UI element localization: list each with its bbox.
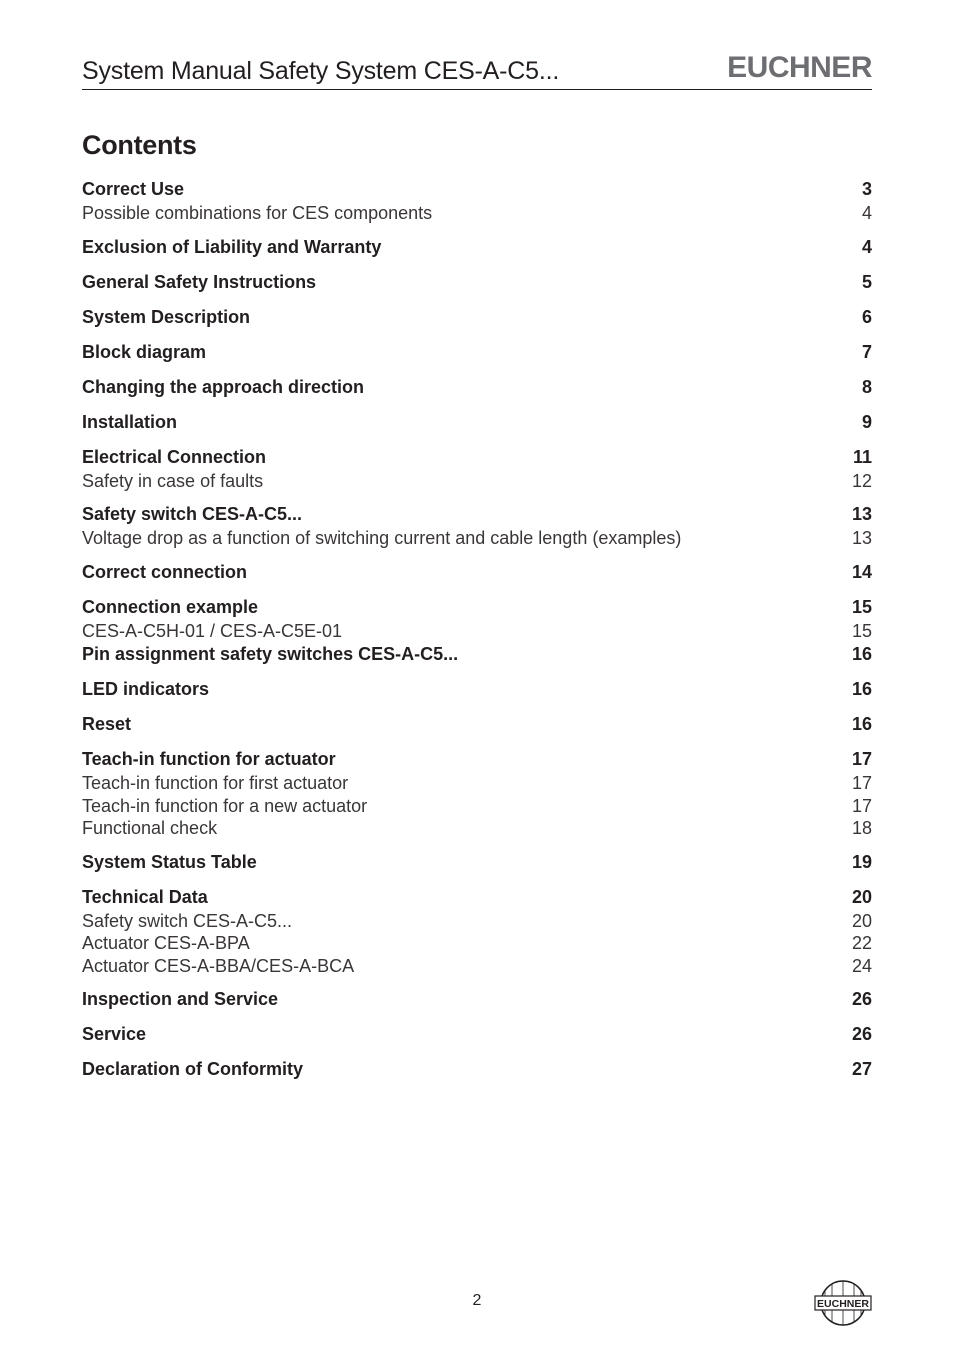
toc-subentry-page: 20 [851, 910, 872, 931]
toc-entry-page: 16 [851, 644, 872, 664]
toc-entry-page: 14 [851, 561, 872, 582]
toc-entry[interactable] [82, 642, 872, 667]
euchner-seal-logo [814, 1279, 872, 1327]
toc-section [82, 410, 872, 435]
toc-subentry-title: CES-A-C5H-01 / CES-A-C5E-01 [82, 620, 343, 641]
document-title: System Manual Safety System CES-A-C5... [82, 57, 560, 85]
toc-subentry-page: 15 [851, 620, 872, 641]
toc-entry[interactable] [82, 987, 872, 1012]
toc-entry-page: 13 [851, 504, 872, 524]
toc-section [82, 987, 872, 1012]
toc-entry-title: Pin assignment safety switches CES-A-C5... [82, 644, 459, 664]
toc-entry[interactable] [82, 375, 872, 400]
toc-entry-title: Electrical Connection [82, 446, 267, 467]
toc-subentry[interactable] [82, 470, 872, 493]
toc-entry[interactable] [82, 1022, 872, 1047]
toc-entry-page: 27 [851, 1059, 872, 1079]
toc-subentry-title: Safety in case of faults [82, 470, 264, 491]
toc-entry-title: Declaration of Conformity [82, 1059, 304, 1079]
toc-entry[interactable] [82, 410, 872, 435]
toc-subentry-title: Functional check [82, 818, 218, 838]
toc-entry-title: System Status Table [82, 851, 257, 872]
toc-entry-title: Installation [82, 411, 178, 432]
toc-section [82, 375, 872, 400]
toc-subentry-title: Possible combinations for CES components [82, 203, 433, 223]
toc-subentry-title: Safety switch CES-A-C5... [82, 910, 293, 931]
toc-subentry[interactable] [82, 795, 872, 818]
toc-section [82, 1057, 872, 1082]
toc-subentry-page: 12 [851, 470, 872, 491]
toc-entry-page: 6 [861, 306, 872, 327]
brand-logo: EUCHNER [727, 51, 872, 84]
toc-entry-page: 7 [861, 341, 872, 362]
toc-entry[interactable] [82, 445, 872, 470]
toc-section [82, 1022, 872, 1047]
toc-subentry[interactable] [82, 955, 872, 978]
toc-subentry-page: 17 [851, 795, 872, 816]
toc-entry[interactable] [82, 177, 872, 202]
toc-section [82, 270, 872, 295]
toc-entry-title: Correct connection [82, 561, 248, 582]
toc-section [82, 502, 872, 550]
toc-entry-title: Safety switch CES-A-C5... [82, 504, 303, 524]
toc-subentry-page: 4 [861, 203, 872, 223]
toc-subentry[interactable] [82, 817, 872, 840]
toc-entry[interactable] [82, 305, 872, 330]
toc-section [82, 595, 872, 643]
toc-subentry-title: Actuator CES-A-BBA/CES-A-BCA [82, 955, 355, 976]
toc-entry-page: 8 [861, 376, 872, 397]
logo-text: EUCHNER [817, 1298, 869, 1310]
toc-entry-title: Teach-in function for actuator [82, 749, 336, 769]
toc-subentry-page: 22 [851, 933, 872, 953]
toc-subentry[interactable] [82, 772, 872, 795]
toc-subentry[interactable] [82, 527, 872, 550]
toc-entry-title: Service [82, 1024, 147, 1044]
toc-entry[interactable] [82, 850, 872, 875]
page-header [82, 50, 872, 90]
toc-entry-page: 26 [851, 989, 872, 1009]
toc-entry[interactable] [82, 340, 872, 365]
toc-section [82, 445, 872, 493]
toc-entry-page: 19 [851, 851, 872, 872]
toc-entry[interactable] [82, 560, 872, 585]
toc-subentry-title: Teach-in function for a new actuator [82, 795, 368, 816]
toc-section [82, 677, 872, 702]
toc-subentry-page: 24 [851, 955, 872, 976]
toc-section [82, 235, 872, 260]
toc-entry-page: 17 [851, 749, 872, 769]
toc-entry[interactable] [82, 712, 872, 737]
toc-section [82, 712, 872, 737]
toc-entry-title: Connection example [82, 596, 259, 617]
toc-entry-page: 26 [851, 1024, 872, 1044]
toc-subentry-title: Teach-in function for first actuator [82, 773, 349, 793]
toc-section [82, 340, 872, 365]
toc-entry-title: Reset [82, 714, 132, 734]
toc-entry-title: Block diagram [82, 341, 207, 362]
toc-subentry-title: Voltage drop as a function of switching current and cable length (examples) [82, 528, 682, 548]
toc-entry-title: Inspection and Service [82, 989, 279, 1009]
toc-entry[interactable] [82, 595, 872, 620]
toc-subentry-page: 13 [851, 528, 872, 548]
toc-entry-title: Correct Use [82, 179, 185, 199]
toc-entry-page: 20 [851, 886, 872, 907]
toc-section [82, 305, 872, 330]
toc-subentry-title: Actuator CES-A-BPA [82, 933, 250, 953]
toc-entry-page: 16 [851, 679, 872, 699]
toc-section [82, 747, 872, 840]
toc-subentry[interactable] [82, 910, 872, 933]
table-of-contents [82, 177, 872, 1092]
toc-section [82, 177, 872, 225]
toc-entry-title: Changing the approach direction [82, 376, 365, 397]
toc-section [82, 560, 872, 585]
toc-section [82, 850, 872, 875]
toc-entry[interactable] [82, 885, 872, 910]
toc-entry[interactable] [82, 235, 872, 260]
toc-section [82, 642, 872, 667]
contents-heading: Contents [82, 130, 197, 160]
toc-entry-page: 16 [851, 714, 872, 734]
toc-entry-page: 5 [861, 271, 872, 292]
toc-entry-page: 4 [861, 236, 872, 257]
toc-subentry-page: 18 [851, 818, 872, 838]
toc-subentry[interactable] [82, 932, 872, 955]
toc-entry[interactable] [82, 747, 872, 772]
toc-entry[interactable] [82, 677, 872, 702]
toc-section [82, 885, 872, 978]
toc-entry-page: 11 [852, 446, 872, 467]
toc-entry-page: 3 [861, 179, 872, 199]
page-number: 2 [472, 1292, 482, 1309]
toc-entry[interactable] [82, 502, 872, 527]
toc-entry-title: System Description [82, 306, 251, 327]
toc-subentry-page: 17 [851, 773, 872, 793]
toc-entry-title: Technical Data [82, 886, 208, 907]
toc-entry[interactable] [82, 270, 872, 295]
toc-subentry[interactable] [82, 202, 872, 225]
toc-entry-page: 15 [851, 596, 872, 617]
toc-subentry[interactable] [82, 620, 872, 643]
toc-entry[interactable] [82, 1057, 872, 1082]
toc-entry-title: General Safety Instructions [82, 271, 317, 292]
toc-entry-title: Exclusion of Liability and Warranty [82, 236, 382, 257]
toc-entry-title: LED indicators [82, 679, 210, 699]
toc-entry-page: 9 [861, 411, 872, 432]
